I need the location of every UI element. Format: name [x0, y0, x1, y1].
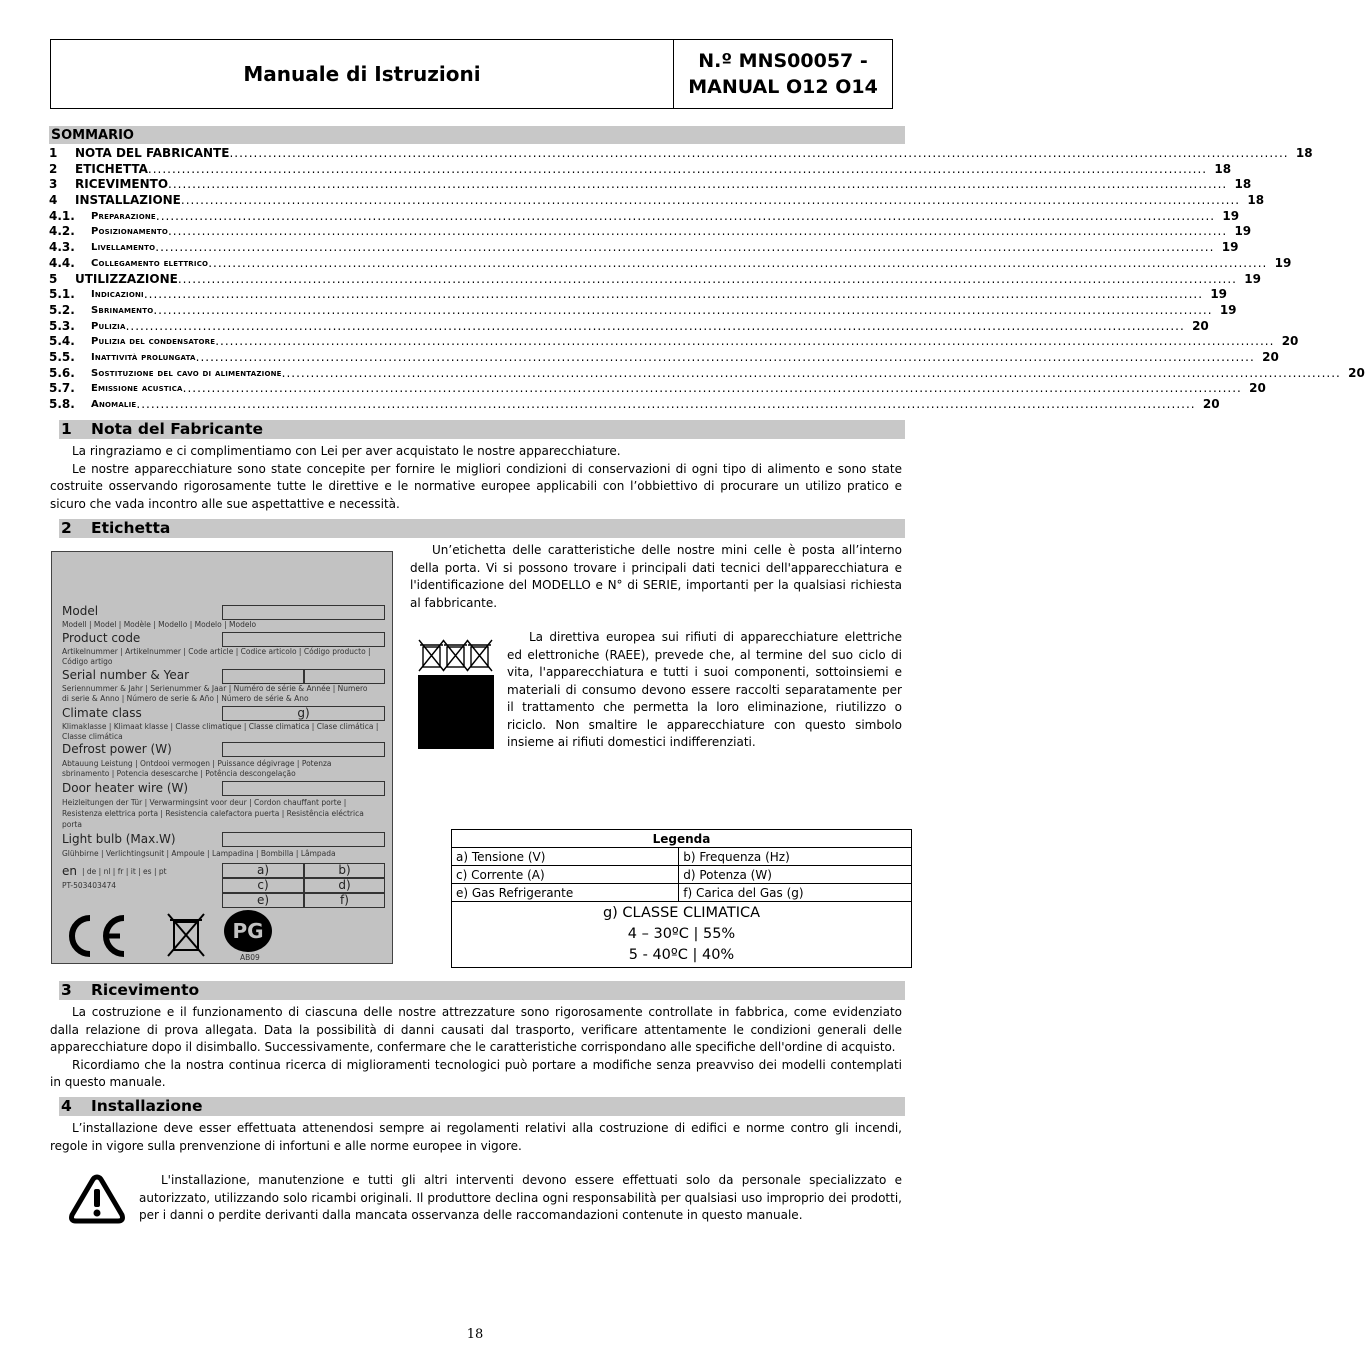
toc-label: UTILIZZAZIONE	[75, 271, 178, 286]
toc-number: 4.3.	[49, 240, 75, 255]
document-code-line1: N.º MNS00057 -	[698, 50, 868, 72]
toc-page: 20	[1192, 318, 1209, 333]
toc-page: 20	[1348, 365, 1365, 380]
toc-number: 5.1.	[49, 287, 75, 302]
toc-leader: ............................................................................................................................................................................................................................	[177, 271, 1237, 286]
legend-cell: d) Potenza (W)	[679, 866, 912, 884]
document-header	[50, 39, 893, 109]
toc-leader: ............................................................................................................................................................................................................................	[180, 193, 1241, 208]
weee-paragraph: La direttiva europea sui rifiuti di apparecchiature elettriche ed elettroniche (RAEE), prevede che, al termine del suo ciclo di vita, l'apparecchiatura e tutti i suoi componenti, sottoinsiemi e materiali di consumo devono essere raccolti separatamente per il trattamento che permetta la loro eliminazione, riutilizzo o riciclo. Non smaltire le apparecchiature con questo simbolo insieme ai rifiuti domestici indifferenziati.	[507, 630, 902, 749]
table-of-contents	[49, 146, 1365, 413]
toc-label: Inattività prolungata	[91, 351, 196, 363]
toc-page: 19	[1221, 240, 1239, 255]
toc-label: Sostituzione del cavo di alimentazione	[91, 367, 282, 379]
legend-cell: c) Corrente (A)	[452, 866, 679, 884]
toc-number: 3	[49, 177, 58, 192]
section-2-body	[410, 542, 902, 612]
ce-mark-icon	[60, 912, 130, 960]
toc-label: Indicazioni	[91, 289, 144, 301]
toc-entry[interactable]	[49, 381, 1266, 397]
svg-text:PG: PG	[232, 919, 264, 943]
section-1-heading: 1 Nota del Fabricante	[59, 420, 905, 439]
toc-number: 5.3.	[49, 318, 75, 333]
toc-label: Collegamento elettrico	[91, 257, 209, 269]
toc-label: NOTA DEL FABRICANTE	[75, 146, 230, 160]
toc-page: 19	[1274, 255, 1292, 270]
toc-entry[interactable]	[49, 146, 1313, 162]
toc-page: 18	[1234, 177, 1252, 192]
toc-page: 19	[1219, 302, 1237, 317]
toc-number: 4.2.	[49, 224, 75, 239]
toc-number: 1	[49, 146, 58, 160]
weee-bin-icon	[164, 910, 208, 960]
toc-leader: ............................................................................................................................................................................................................................	[195, 349, 1255, 364]
toc-label: ETICHETTA	[75, 161, 148, 176]
weee-symbol-icon	[417, 637, 494, 749]
paragraph: Ricordiamo che la nostra continua ricerca di miglioramenti tecnologici può portare a modifiche senza preavviso dei modelli contemplati in questo manuale.	[50, 1057, 902, 1089]
toc-entry[interactable]	[49, 161, 1232, 178]
legend-cell: e) Gas Refrigerante	[452, 884, 679, 902]
toc-number: 5	[49, 271, 58, 286]
warning-icon	[68, 1173, 126, 1225]
toc-label: Livellamento	[91, 242, 156, 254]
toc-number: 4	[49, 193, 58, 208]
toc-page: 20	[1249, 381, 1266, 396]
toc-leader: ............................................................................................................................................................................................................................	[208, 255, 1268, 270]
toc-number: 5.5.	[49, 349, 75, 364]
toc-number: 5.6.	[49, 365, 75, 380]
toc-label: INSTALLAZIONE	[75, 193, 181, 208]
toc-entry[interactable]	[49, 334, 1299, 350]
toc-leader: ............................................................................................................................................................................................................................	[229, 146, 1289, 160]
toc-page: 19	[1222, 208, 1240, 223]
toc-label: Posizionamento	[91, 226, 168, 238]
toc-leader: ............................................................................................................................................................................................................................	[153, 302, 1213, 317]
toc-entry[interactable]	[49, 240, 1239, 256]
toc-leader: ............................................................................................................................................................................................................................	[215, 334, 1275, 349]
toc-entry[interactable]	[49, 365, 1365, 382]
section-4-heading: 4 Installazione	[59, 1097, 905, 1116]
toc-label: Sbrinamento	[91, 304, 154, 316]
toc-page: 18	[1247, 193, 1265, 208]
toc-page: 20	[1202, 397, 1220, 411]
document-code-line2: MANUAL O12 O14	[688, 76, 878, 98]
toc-leader: ............................................................................................................................................................................................................................	[281, 365, 1341, 380]
toc-leader: ............................................................................................................................................................................................................................	[155, 240, 1215, 255]
toc-number: 4.1.	[49, 208, 75, 223]
toc-label: Emissione acustica	[91, 383, 183, 395]
toc-entry[interactable]	[49, 224, 1252, 240]
paragraph: L’installazione deve esser effettuata attenendosi sempre ai regolamenti relativi alla costruzione di edifici e norme contro gli incendi, regole in vigore sulla prenvenzione di infortuni e alle norme europee in vigore.	[50, 1121, 902, 1153]
toc-label: Preparazione	[91, 210, 156, 222]
toc-leader: ............................................................................................................................................................................................................................	[143, 287, 1204, 302]
toc-number: 5.8.	[49, 397, 75, 411]
climate-class-cell: g) CLASSE CLIMATICA 4 – 30ºC | 55% 5 - 40ºC | 40%	[452, 902, 912, 968]
toc-entry[interactable]	[49, 177, 1252, 193]
toc-entry[interactable]	[49, 193, 1265, 209]
toc-entry[interactable]	[49, 302, 1237, 319]
toc-entry[interactable]	[49, 271, 1261, 288]
toc-page: 18	[1295, 146, 1313, 160]
toc-number: 5.4.	[49, 334, 75, 349]
toc-number: 5.2.	[49, 302, 75, 317]
section-1-body	[50, 443, 902, 513]
toc-leader: ............................................................................................................................................................................................................................	[136, 397, 1196, 411]
paragraph: Un’etichetta delle caratteristiche delle nostre mini celle è posta all’interno della porta. Vi si possono trovare i principali dati tecnici dell'apparecchiatura e l'identificazione del MODELLO e N° di SERIE, importanti per la qualsiasi richiesta al fabbricante.	[410, 543, 902, 610]
toc-entry[interactable]	[49, 318, 1209, 335]
toc-entry[interactable]	[49, 255, 1292, 272]
toc-entry[interactable]	[49, 349, 1279, 366]
summary-heading: SOMMARIO	[49, 126, 905, 144]
rating-plate: Model Modell | Model | Modèle | Modello | Modelo | Modelo Product code Artikelnummer | Artikelnummer | Code article | Codice articolo | Código producto | Código artigo Serial number & Year Seriennummer & Jahr | Serienummer & Jaar | Numéro de série & Année | Numero di serie & Anno | Número de serie & Año | Número de série & Ano Climate class g) Klimaklasse | Klimaat klasse | Classe climatique | Classe climatica | Clase climática | Classe climática Defrost power (W) Abtauung Leistung | Ontdooi vermogen | Puissance dégivrage | Potenza sbrinamento | Potencia desescarche | Potência descongelação Door heater wire (W) Heizleitungen der Tür | Verwarmingsint voor deur | Cordon chauffant porte | Resistenza elettrica porta | Resistencia calefactora puerta | Resistência eléctrica porta Light bulb (Max.W) Glühbirne | Verlichtingsunit | Ampoule | Lampadina | Bombilla | Lâmpada en | de | nl | fr | it | es | pt PT-503403474 a) b) c) d) e) f) PG AB09	[51, 551, 393, 964]
paragraph: La ringraziamo e ci complimentiamo con Lei per aver acquistato le nostre apparecchiature.	[72, 444, 621, 458]
legend-cell: f) Carica del Gas (g)	[679, 884, 912, 902]
toc-leader: ............................................................................................................................................................................................................................	[125, 318, 1185, 333]
toc-leader: ............................................................................................................................................................................................................................	[147, 161, 1208, 176]
toc-page: 19	[1210, 287, 1228, 302]
toc-leader: ............................................................................................................................................................................................................................	[167, 224, 1228, 239]
toc-label: Pulizia	[91, 320, 126, 332]
paragraph: Le nostre apparecchiature sono state concepite per fornire le migliori condizioni di conservazioni di ogni tipo di alimento e sono state costruite osservando rigorosamente tutte le direttive e le normative europee applicabili con l’obbiettivo di procurare un utilizo pratico e sicuro che vada incontro alle sue aspettattive e necessità.	[50, 461, 902, 511]
toc-entry[interactable]	[49, 397, 1220, 413]
toc-page: 20	[1262, 349, 1279, 364]
warning-paragraph: L'installazione, manutenzione e tutti gli altri interventi devono essere effettuati solo da personale specializzato e autorizzato, utilizzando solo ricambi originali. Il produttore declina ogni responsabilità per qualsiasi uso improprio dei prodotti, per i danni o perdite derivanti dalla mancata osservanza delle raccomandazioni contenute in questo manuale.	[139, 1173, 902, 1222]
section-4-body	[50, 1120, 902, 1155]
section-3-body	[50, 1004, 902, 1092]
toc-entry[interactable]	[49, 287, 1228, 303]
page-number: 18	[466, 1327, 484, 1342]
toc-label: Pulizia del condensatore	[91, 336, 216, 348]
paragraph: La costruzione e il funzionamento di ciascuna delle nostre attrezzature sono rigorosamente controllate in fabbrica, come evidenziato dalla relazione di prova allegata. Data la possibilità di danni causati dal trasporto, verificare attentamente le condizioni generali delle apparecchiature dopo il disimballo. Successivamente, confermare che le caratteristiche corrispondano alle specifiche dell'ordine di acquisto.	[50, 1005, 902, 1054]
legend-cell: b) Frequenza (Hz)	[679, 848, 912, 866]
toc-label: RICEVIMENTO	[75, 177, 169, 192]
toc-page: 20	[1281, 334, 1299, 349]
toc-page: 19	[1244, 271, 1261, 286]
section-2-heading: 2 Etichetta	[59, 519, 905, 538]
document-code	[674, 40, 892, 108]
toc-label: Anomalie	[91, 399, 137, 410]
document-title: Manuale di Istruzioni	[51, 40, 674, 108]
toc-number: 5.7.	[49, 381, 75, 396]
toc-page: 19	[1234, 224, 1252, 239]
toc-leader: ............................................................................................................................................................................................................................	[182, 381, 1242, 396]
toc-number: 2	[49, 161, 58, 176]
legend-cell: a) Tensione (V)	[452, 848, 679, 866]
legend-title: Legenda	[452, 830, 912, 848]
toc-number: 4.4.	[49, 255, 75, 270]
legend-table	[451, 829, 912, 968]
pct-mark-icon	[222, 908, 274, 954]
toc-entry[interactable]	[49, 208, 1240, 225]
toc-leader: ............................................................................................................................................................................................................................	[168, 177, 1228, 192]
section-3-heading: 3 Ricevimento	[59, 981, 905, 1000]
toc-leader: ............................................................................................................................................................................................................................	[155, 208, 1216, 223]
toc-page: 18	[1214, 161, 1232, 176]
